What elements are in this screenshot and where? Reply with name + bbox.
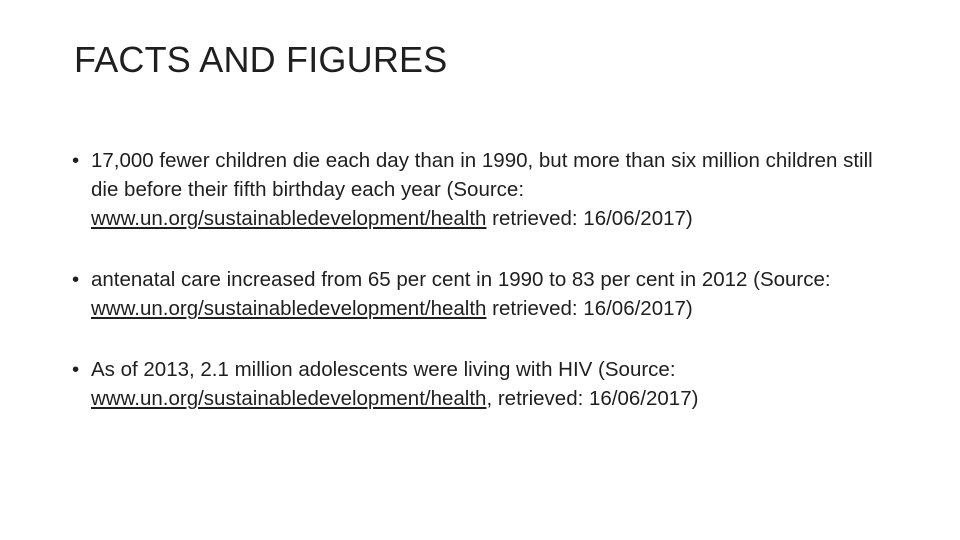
source-link[interactable]: www.un.org/sustainabledevelopment/health <box>91 387 487 410</box>
source-link[interactable]: www.un.org/sustainabledevelopment/health <box>91 207 487 230</box>
bullet-text-suffix: , retrieved: 16/06/2017) <box>486 387 699 410</box>
bullet-text: As of 2013, 2.1 million adolescents were living with HIV (Source: <box>91 358 676 381</box>
bullet-text-suffix: retrieved: 16/06/2017) <box>486 207 693 230</box>
bullet-item-child-mortality <box>72 146 902 233</box>
bullet-dot: • <box>72 268 80 291</box>
bullet-list <box>72 146 902 413</box>
source-link[interactable]: www.un.org/sustainabledevelopment/health <box>91 297 487 320</box>
bullet-dot: • <box>72 149 80 172</box>
slide-title: FACTS AND FIGURES <box>74 39 448 80</box>
bullet-text: antenatal care increased from 65 per cent in 1990 to 83 per cent in 2012 (Source: <box>91 268 831 291</box>
bullet-text: 17,000 fewer children die each day than in 1990, but more than six million children still die before their fifth birthday each year (Source: <box>91 149 873 201</box>
bullet-dot: • <box>72 358 80 381</box>
bullet-text-suffix: retrieved: 16/06/2017) <box>486 297 693 320</box>
bullet-item-hiv-adolescents <box>72 355 902 413</box>
bullet-item-antenatal-care <box>72 265 902 323</box>
